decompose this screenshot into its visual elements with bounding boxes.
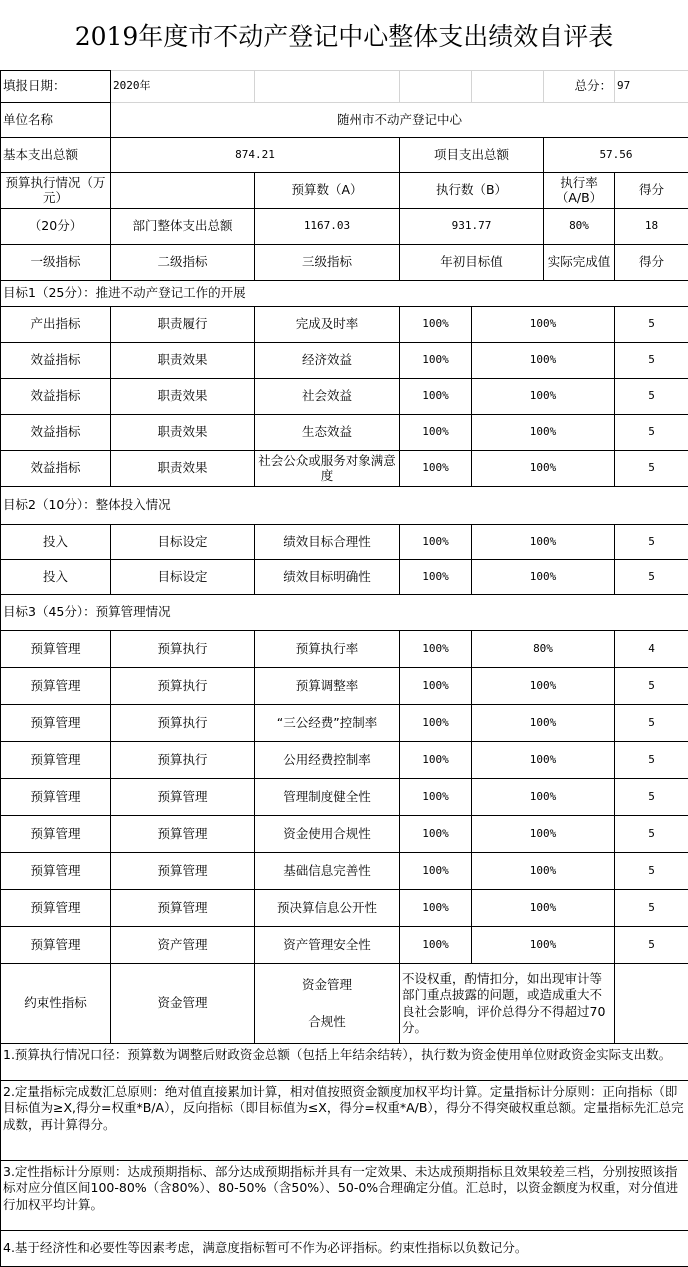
level1-cell: 预算管理: [1, 890, 111, 927]
header-target: 年初目标值: [400, 245, 544, 281]
level1-cell: 预算管理: [1, 853, 111, 890]
level2-cell: 职责履行: [111, 307, 255, 343]
level2-cell: 预算管理: [111, 890, 255, 927]
target-cell: 100%: [400, 779, 472, 816]
table-row: [1, 890, 688, 927]
level1-cell: 效益指标: [1, 379, 111, 415]
table-row: [1, 927, 688, 964]
level3-cell: 资金使用合规性: [255, 816, 400, 853]
fill-date-value: 2020年: [111, 71, 255, 103]
target-cell: 100%: [400, 890, 472, 927]
level2-cell: 目标设定: [111, 560, 255, 595]
target-cell: 100%: [400, 742, 472, 779]
score-header: 得分: [615, 173, 688, 209]
budget-header-row: [1, 173, 688, 209]
goal1-title: 目标1（25分）：推进不动产登记工作的开展: [1, 281, 688, 307]
level3-cell: 预算执行率: [255, 631, 400, 668]
level3-cell: 社会公众或服务对象满意度: [255, 451, 400, 487]
header-level3: 三级指标: [255, 245, 400, 281]
level2-cell: 预算管理: [111, 816, 255, 853]
actual-cell: 100%: [472, 525, 615, 560]
level2-cell: 职责效果: [111, 343, 255, 379]
budget-amount-header: 预算数（A）: [255, 173, 400, 209]
constraint-level1: 约束性指标: [1, 964, 111, 1044]
actual-cell: 100%: [472, 890, 615, 927]
level3-cell: 预决算信息公开性: [255, 890, 400, 927]
target-cell: 100%: [400, 379, 472, 415]
note-3: 3.定性指标计分原则：达成预期指标、部分达成预期指标并具有一定效果、未达成预期指标且效果较差三档，分别按照该指标对应分值区间100-80%（含80%）、80-50%（含50%）、50-0%合理确定分值。汇总时，以资金额度为权重，对分值进行加权平均计算。: [1, 1161, 688, 1231]
actual-cell: 100%: [472, 927, 615, 964]
note-row: [1, 1161, 688, 1231]
level1-cell: 投入: [1, 525, 111, 560]
level3-cell: 基础信息完善性: [255, 853, 400, 890]
table-row: [1, 525, 688, 560]
target-cell: 100%: [400, 927, 472, 964]
target-cell: 100%: [400, 343, 472, 379]
actual-cell: 100%: [472, 668, 615, 705]
dept-total-label: 部门整体支出总额: [111, 209, 255, 245]
note-row: [1, 1044, 688, 1081]
dept-score: 18: [615, 209, 688, 245]
budget-points: （20分）: [1, 209, 111, 245]
constraint-level2: 资金管理: [111, 964, 255, 1044]
level2-cell: 职责效果: [111, 379, 255, 415]
score-cell: 5: [615, 343, 688, 379]
actual-cell: 100%: [472, 742, 615, 779]
score-cell: 5: [615, 307, 688, 343]
level1-cell: 预算管理: [1, 927, 111, 964]
table-row: [1, 415, 688, 451]
score-cell: 5: [615, 779, 688, 816]
score-cell: 5: [615, 451, 688, 487]
score-cell: 4: [615, 631, 688, 668]
score-cell: 5: [615, 415, 688, 451]
constraint-level3: [255, 964, 400, 1044]
target-cell: 100%: [400, 415, 472, 451]
actual-cell: 100%: [472, 853, 615, 890]
table-row: [1, 668, 688, 705]
header-level2: 二级指标: [111, 245, 255, 281]
level3-cell: 公用经费控制率: [255, 742, 400, 779]
exec-amount-header: 执行数（B）: [400, 173, 544, 209]
level1-cell: 预算管理: [1, 668, 111, 705]
indicator-header-row: [1, 245, 688, 281]
table-row: [1, 343, 688, 379]
note-4: 4.基于经济性和必要性等因素考虑，满意度指标暂可不作为必评指标。约束性指标以负数记分。: [1, 1231, 688, 1267]
total-score-value: 97: [615, 71, 688, 103]
target-cell: 100%: [400, 853, 472, 890]
project-total-label: 项目支出总额: [400, 138, 544, 173]
dept-budget: 1167.03: [255, 209, 400, 245]
budget-values-row: [1, 209, 688, 245]
level1-cell: 效益指标: [1, 343, 111, 379]
target-cell: 100%: [400, 668, 472, 705]
level1-cell: 产出指标: [1, 307, 111, 343]
target-cell: 100%: [400, 631, 472, 668]
actual-cell: 100%: [472, 415, 615, 451]
level1-cell: 预算管理: [1, 816, 111, 853]
target-cell: 100%: [400, 816, 472, 853]
goal2-title: 目标2（10分）：整体投入情况: [1, 487, 688, 525]
header-actual: 实际完成值: [544, 245, 615, 281]
goal2-title-row: [1, 487, 688, 525]
level2-cell: 预算执行: [111, 668, 255, 705]
goal3-title: 目标3（45分）：预算管理情况: [1, 595, 688, 631]
table-row: [1, 742, 688, 779]
level2-cell: 职责效果: [111, 415, 255, 451]
actual-cell: 100%: [472, 560, 615, 595]
exec-rate-header: 执行率（A/B）: [544, 173, 615, 209]
table-row: [1, 560, 688, 595]
score-cell: 5: [615, 853, 688, 890]
table-row: [1, 705, 688, 742]
goal3-title-row: [1, 595, 688, 631]
constraint-level3-line2: 合规性: [257, 1015, 397, 1029]
score-cell: 5: [615, 890, 688, 927]
target-cell: 100%: [400, 560, 472, 595]
budget-exec-label: 预算执行情况（万元）: [1, 173, 111, 209]
constraint-row: [1, 964, 688, 1044]
note-row: [1, 1081, 688, 1161]
level2-cell: 目标设定: [111, 525, 255, 560]
score-cell: 5: [615, 816, 688, 853]
unit-value: 随州市不动产登记中心: [111, 103, 688, 138]
table-row: [1, 451, 688, 487]
level2-cell: 预算管理: [111, 779, 255, 816]
header-level1: 一级指标: [1, 245, 111, 281]
page-title: 2019年度市不动产登记中心整体支出绩效自评表: [0, 0, 688, 70]
level2-cell: 预算执行: [111, 631, 255, 668]
table-row: [1, 631, 688, 668]
totals-row: [1, 138, 688, 173]
score-cell: 5: [615, 705, 688, 742]
basic-total-label: 基本支出总额: [1, 138, 111, 173]
level2-cell: 预算管理: [111, 853, 255, 890]
score-cell: 5: [615, 742, 688, 779]
unit-row: [1, 103, 688, 138]
level2-cell: 预算执行: [111, 705, 255, 742]
level1-cell: 预算管理: [1, 779, 111, 816]
score-cell: 5: [615, 668, 688, 705]
note-1: 1.预算执行情况口径：预算数为调整后财政资金总额（包括上年结余结转），执行数为资金使用单位财政资金实际支出数。: [1, 1044, 688, 1081]
note-row: [1, 1231, 688, 1267]
level3-cell: 预算调整率: [255, 668, 400, 705]
total-score-label: 总分：: [544, 71, 615, 103]
constraint-description: 不设权重，酌情扣分，如出现审计等部门重点披露的问题，或造成重大不良社会影响，评价总得分不得超过70分。: [400, 964, 615, 1044]
level3-cell: 绩效目标合理性: [255, 525, 400, 560]
fill-date-label: 填报日期：: [1, 71, 111, 103]
actual-cell: 100%: [472, 451, 615, 487]
dept-exec: 931.77: [400, 209, 544, 245]
level3-cell: “三公经费”控制率: [255, 705, 400, 742]
evaluation-table: [0, 70, 688, 1267]
level1-cell: 预算管理: [1, 742, 111, 779]
table-row: [1, 307, 688, 343]
header-score: 得分: [615, 245, 688, 281]
level1-cell: 投入: [1, 560, 111, 595]
actual-cell: 100%: [472, 705, 615, 742]
actual-cell: 100%: [472, 779, 615, 816]
actual-cell: 100%: [472, 343, 615, 379]
target-cell: 100%: [400, 451, 472, 487]
level2-cell: 职责效果: [111, 451, 255, 487]
level1-cell: 效益指标: [1, 451, 111, 487]
constraint-level3-line1: 资金管理: [257, 978, 397, 992]
score-cell: 5: [615, 525, 688, 560]
actual-cell: 100%: [472, 379, 615, 415]
score-cell: 5: [615, 560, 688, 595]
actual-cell: 100%: [472, 307, 615, 343]
level1-cell: 预算管理: [1, 631, 111, 668]
fill-date-row: [1, 71, 688, 103]
note-2: 2.定量指标完成数汇总原则：绝对值直接累加计算，相对值按照资金额度加权平均计算。定量指标计分原则：正向指标（即目标值为≥X,得分=权重*B/A），反向指标（即目标值为≤X，得分=权重*A/B），得分不得突破权重总额。定量指标先汇总完成数，再计算得分。: [1, 1081, 688, 1161]
target-cell: 100%: [400, 705, 472, 742]
actual-cell: 80%: [472, 631, 615, 668]
dept-rate: 80%: [544, 209, 615, 245]
table-row: [1, 779, 688, 816]
score-cell: 5: [615, 379, 688, 415]
level3-cell: 经济效益: [255, 343, 400, 379]
level3-cell: 管理制度健全性: [255, 779, 400, 816]
level1-cell: 效益指标: [1, 415, 111, 451]
level2-cell: 预算执行: [111, 742, 255, 779]
level2-cell: 资产管理: [111, 927, 255, 964]
basic-total-value: 874.21: [111, 138, 400, 173]
score-cell: 5: [615, 927, 688, 964]
actual-cell: 100%: [472, 816, 615, 853]
unit-label: 单位名称: [1, 103, 111, 138]
goal1-title-row: [1, 281, 688, 307]
level3-cell: 资产管理安全性: [255, 927, 400, 964]
table-row: [1, 816, 688, 853]
target-cell: 100%: [400, 525, 472, 560]
table-row: [1, 853, 688, 890]
level3-cell: 绩效目标明确性: [255, 560, 400, 595]
level3-cell: 生态效益: [255, 415, 400, 451]
level3-cell: 完成及时率: [255, 307, 400, 343]
project-total-value: 57.56: [544, 138, 688, 173]
target-cell: 100%: [400, 307, 472, 343]
level3-cell: 社会效益: [255, 379, 400, 415]
level1-cell: 预算管理: [1, 705, 111, 742]
table-row: [1, 379, 688, 415]
